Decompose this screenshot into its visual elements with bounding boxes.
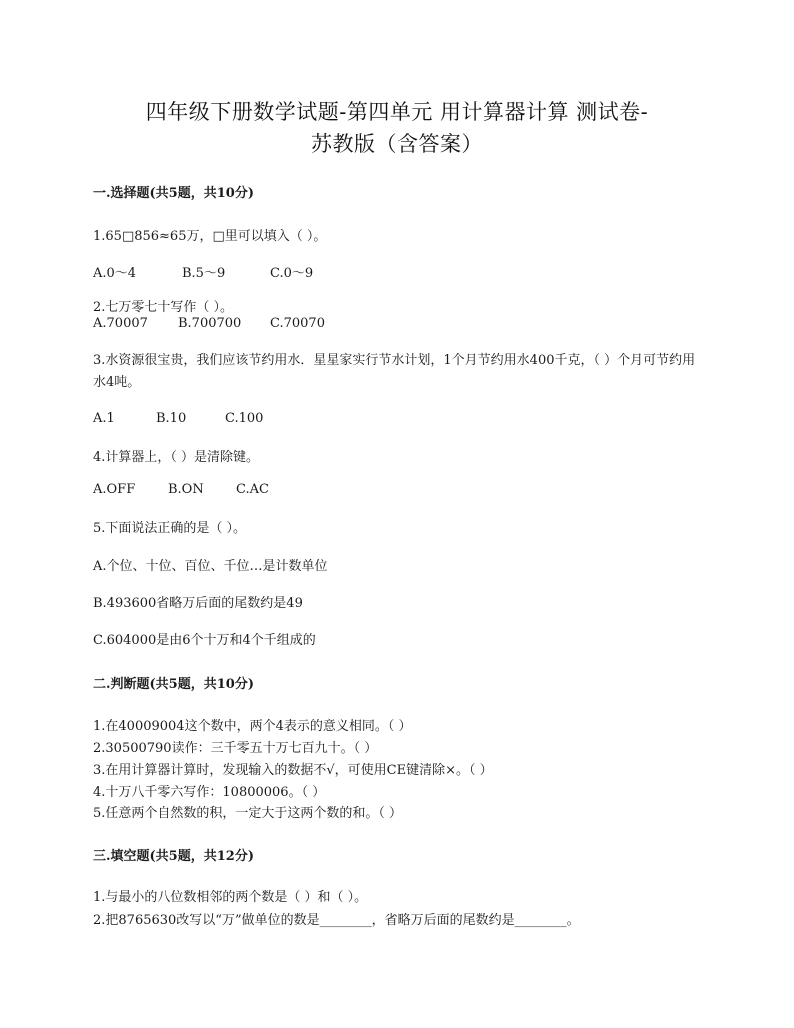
option-c: C.0～9 <box>270 266 314 281</box>
option-a: A.1 <box>93 411 115 426</box>
option-b: B.700700 <box>178 316 242 331</box>
option-c: C.AC <box>236 482 269 497</box>
question-4-stem: 4.计算器上，（ ）是清除键。 <box>93 450 260 465</box>
question-5-option-c: C.604000是由6个十万和4个千组成的 <box>93 633 316 648</box>
judge-item-3: 3.在用计算器计算时，发现输入的数据不√，可使用CE键清除×。（ ） <box>93 763 493 778</box>
question-2-options <box>93 316 325 331</box>
fill-item-1: 1.与最小的八位数相邻的两个数是（ ）和（ ）。 <box>93 890 368 905</box>
page-title-line-2: 苏教版（含答案） <box>311 132 483 156</box>
judge-item-4: 4.十万八千零六写作：10800006。（ ） <box>93 785 326 800</box>
fill-item-2: 2.把8765630改写以“万”做单位的数是________，省略万后面的尾数约是________。 <box>93 913 580 928</box>
question-3-options <box>93 411 263 426</box>
judge-item-2: 2.30500790读作：三千零五十万七百九十。（ ） <box>93 741 378 756</box>
question-1-stem: 1.65□856≈65万，□里可以填入（ ）。 <box>93 229 327 244</box>
option-c: C.70070 <box>270 316 325 331</box>
section-1-heading: 一.选择题(共5题，共10分) <box>93 186 254 201</box>
option-b: B.5～9 <box>182 266 226 281</box>
section-2-heading: 二.判断题(共5题，共10分) <box>93 677 254 692</box>
judge-item-5: 5.任意两个自然数的积，一定大于这两个数的和。（ ） <box>93 806 403 821</box>
question-1-options <box>93 262 313 281</box>
option-a: A.OFF <box>93 482 136 497</box>
option-b: B.ON <box>168 482 204 497</box>
question-3-stem: 3.水资源很宝贵，我们应该节约用水．星星家实行节水计划，1个月节约用水400千克，（ ）个月可节约用水4吨。 <box>93 353 696 390</box>
question-5-option-b: B.493600省略万后面的尾数约是49 <box>93 596 303 611</box>
question-5-option-a: A.个位、十位、百位、千位…是计数单位 <box>93 559 328 574</box>
option-c: C.100 <box>225 411 264 426</box>
option-b: B.10 <box>156 411 187 426</box>
page-title-line-1: 四年级下册数学试题-第四单元 用计算器计算 测试卷- <box>145 100 649 124</box>
option-a: A.0～4 <box>93 266 137 281</box>
section-3-heading: 三.填空题(共5题，共12分) <box>93 849 254 864</box>
question-4-options <box>93 482 269 497</box>
option-a: A.70007 <box>93 316 148 331</box>
judge-item-1: 1.在40009004这个数中，两个4表示的意义相同。（ ） <box>93 719 412 734</box>
question-5-stem: 5.下面说法正确的是（ ）。 <box>93 521 247 536</box>
question-2-stem: 2.七万零七十写作（ ）。 <box>93 300 234 315</box>
